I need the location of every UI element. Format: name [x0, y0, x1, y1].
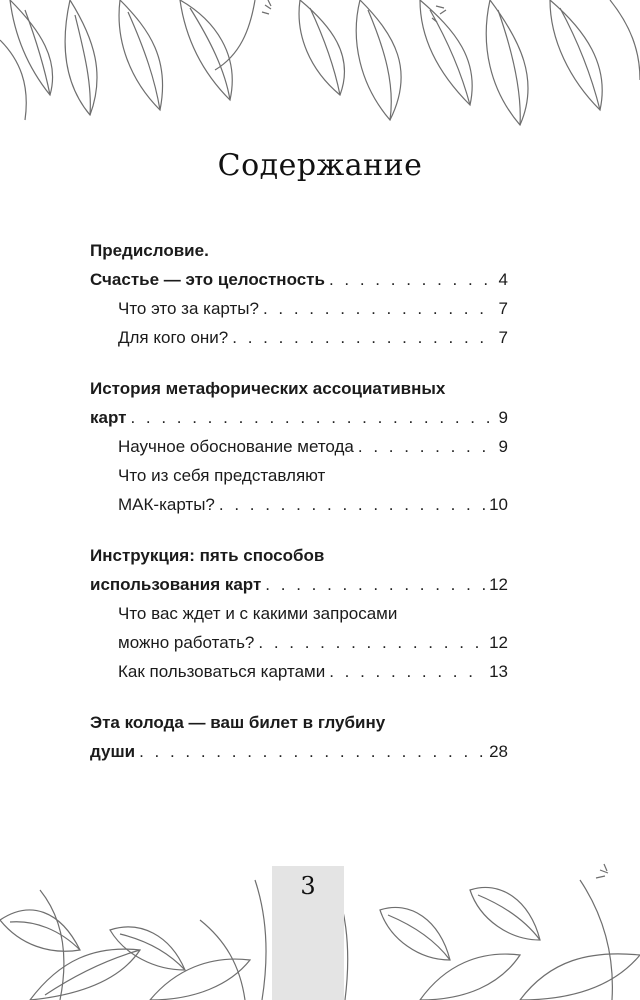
toc-subentry: [90, 323, 508, 352]
toc-entry-text: Инструкция: пять способов: [90, 546, 325, 565]
toc-entry-text: души: [90, 742, 136, 761]
toc-dot-leader: [329, 657, 485, 686]
toc-subentry: [90, 657, 508, 686]
toc-dot-leader: [358, 432, 495, 461]
toc-page-number: 12: [489, 633, 508, 652]
toc-entry: [90, 403, 508, 432]
toc-page-number: 9: [498, 437, 508, 456]
toc-dot-leader: [139, 737, 485, 766]
toc-entry-text: Что из себя представляют: [118, 466, 326, 485]
top-floral-ornament: [0, 0, 640, 135]
toc-page-number: 28: [489, 742, 508, 761]
toc-subentry: [90, 628, 508, 657]
toc-entry: [90, 236, 508, 265]
toc-dot-leader: [329, 265, 495, 294]
toc-page-number: 9: [498, 408, 508, 427]
toc-entry: [90, 570, 508, 599]
toc-page-number: 7: [498, 299, 508, 318]
toc-subentry: [90, 490, 508, 519]
page-number: 3: [300, 872, 316, 900]
toc-dot-leader: [263, 294, 495, 323]
toc-subentry: [90, 432, 508, 461]
toc-dot-leader: [130, 403, 494, 432]
toc-subentry: [90, 599, 508, 628]
toc-dot-leader: [258, 628, 485, 657]
toc-dot-leader: [265, 570, 485, 599]
toc-subentry: [90, 461, 508, 490]
toc-page-number: 10: [489, 495, 508, 514]
toc-entry-text: Как пользоваться картами: [118, 662, 326, 681]
toc-entry-text: МАК-карты?: [118, 495, 215, 514]
toc-entry-text: карт: [90, 408, 127, 427]
toc-page-number: 4: [498, 270, 508, 289]
toc-page-number: 7: [498, 328, 508, 347]
toc-entry: [90, 708, 508, 737]
toc-entry-text: Что вас ждет и с какими запросами: [118, 604, 398, 623]
toc-subentry: [90, 294, 508, 323]
toc-entry-text: Счастье — это целостность: [90, 270, 325, 289]
toc-entry-text: Что это за карты?: [118, 299, 259, 318]
toc-entry-text: Предисловие.: [90, 241, 209, 260]
toc-entry-text: Научное обоснование метода: [118, 437, 354, 456]
toc-page-number: 12: [489, 575, 508, 594]
toc-entry: [90, 265, 508, 294]
toc-page-number: 13: [489, 662, 508, 681]
toc-entry-text: можно работать?: [118, 633, 255, 652]
table-of-contents: [90, 236, 508, 766]
toc-entry: [90, 737, 508, 766]
toc-dot-leader: [232, 323, 494, 352]
toc-dot-leader: [219, 490, 485, 519]
toc-entry-text: История метафорических ассоциативных: [90, 379, 446, 398]
toc-entry: [90, 374, 508, 403]
toc-entry-text: Для кого они?: [118, 328, 229, 347]
toc-entry: [90, 541, 508, 570]
toc-entry-text: использования карт: [90, 575, 262, 594]
toc-entry-text: Эта колода — ваш билет в глубину: [90, 713, 386, 732]
page-title: Содержание: [217, 148, 423, 184]
